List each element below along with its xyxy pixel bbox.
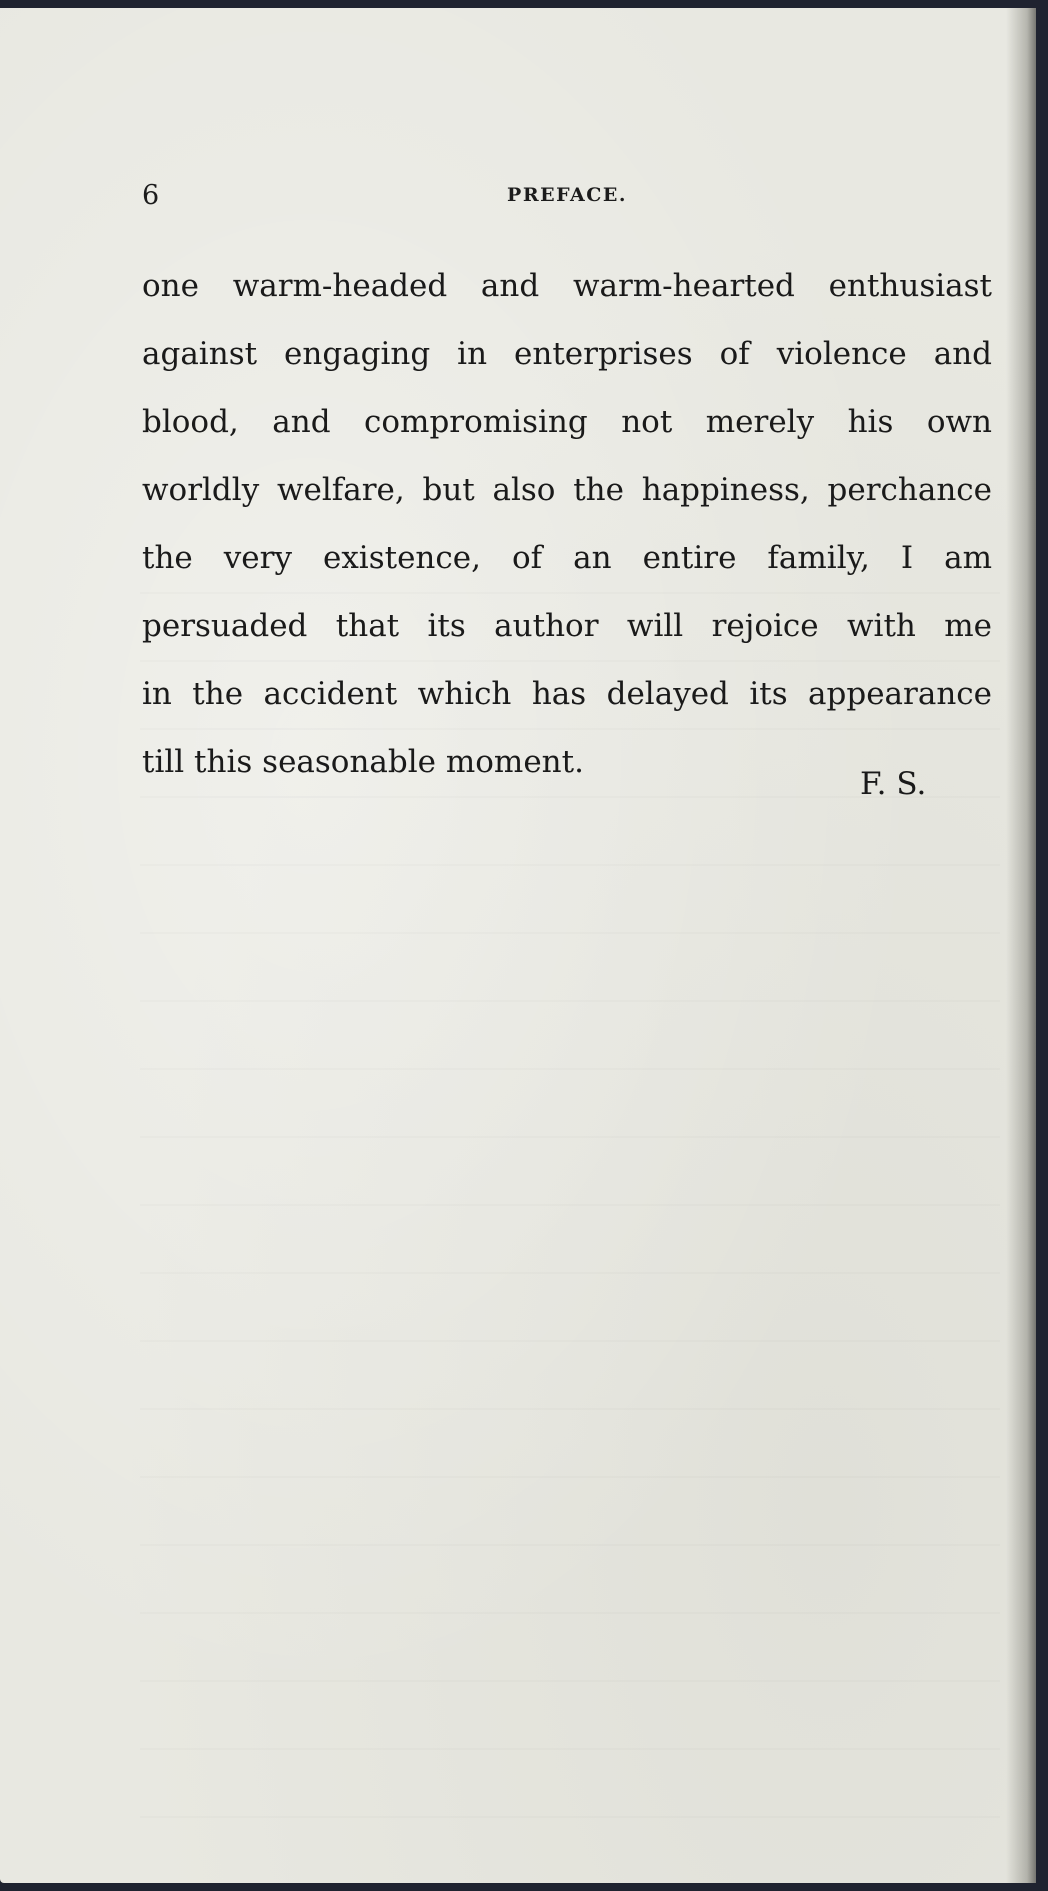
text-line: one warm-headed and warm-hearted enthusiast [142, 268, 992, 304]
text-line: worldly welfare, but also the happiness, perchance [142, 472, 992, 508]
text-line: blood, and compromising not merely his own [142, 404, 992, 440]
text-line: the very existence, of an entire family, I am [142, 540, 992, 576]
page-header [142, 180, 992, 220]
text-line: against engaging in enterprises of violence and [142, 336, 992, 372]
running-head: PREFACE. [507, 184, 627, 206]
page-number: 6 [142, 180, 160, 211]
author-signature: F. S. [860, 766, 927, 802]
book-page [0, 8, 1036, 1883]
preface-paragraph [142, 261, 992, 805]
text-line: persuaded that its author will rejoice with me [142, 608, 992, 644]
text-line: till this seasonable moment. [142, 744, 584, 780]
page-spine-shadow [1006, 8, 1036, 1883]
text-line: in the accident which has delayed its appearance [142, 676, 992, 712]
